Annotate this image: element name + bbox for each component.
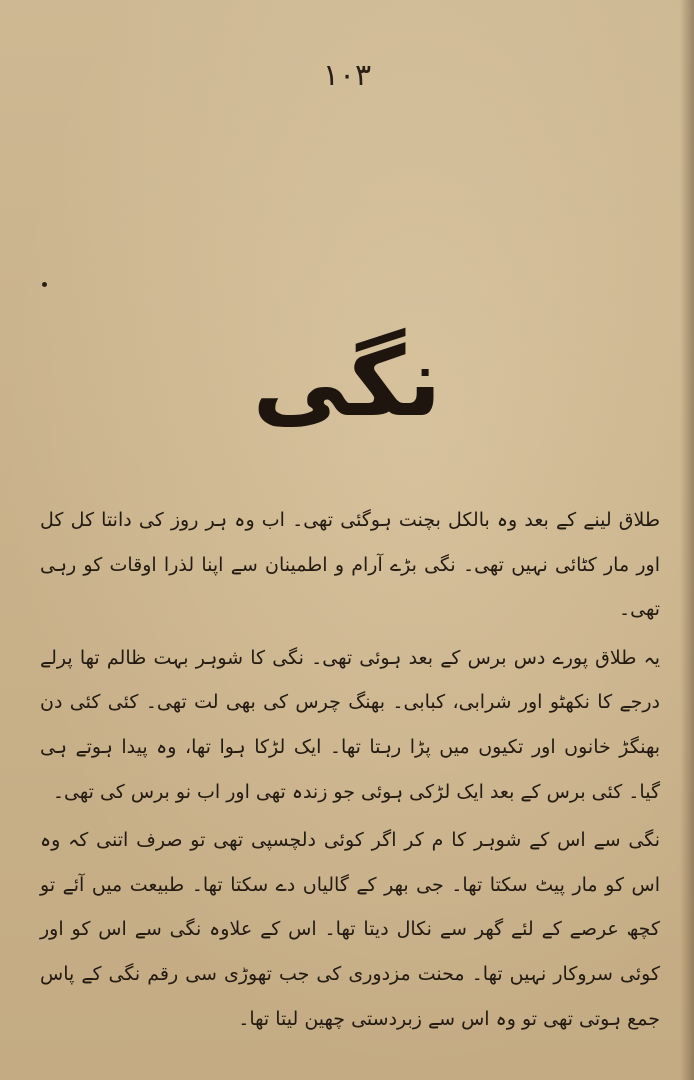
paragraph-3: نگی سے اس کے شوہر کا م کر اگر کوئی دلچسپی تھی تو صرف اتنی کہ وہ اس کو مار پیٹ سکتا تھا۔ جی بھر کے گالیاں دے سکتا تھا۔ طبیعت میں آئے تو کچھ عرصے کے لئے گھر سے نکال دیتا تھا۔ اس کے علاوہ نگی سے اس کو اور کوئی سروکار نہیں تھا۔ محنت مزدوری کی جب تھوڑی سی رقم نگی کے پاس جمع ہوتی تھی تو وہ اس سے زبردستی چھین لیتا تھا۔ <box>40 829 660 1030</box>
page-edge-shadow <box>680 0 694 1080</box>
page-number: ۱۰۳ <box>322 58 372 93</box>
ink-dot <box>42 282 47 287</box>
paragraph-2: یہ طلاق پورے دس برس کے بعد ہوئی تھی۔ نگی کا شوہر بہت ظالم تھا پرلے درجے کا نکھٹو اور شرابی، کبابی۔ بھنگ چرس کی بھی لت تھی۔ کئی کئی دن بھنگڑ خانوں اور تکیوں میں پڑا رہتا تھا۔ ایک لڑکا ہوا تھا، وہ پیدا ہوتے ہی گیا۔ کئی برس کے بعد ایک لڑکی ہوئی جو زندہ تھی اور اب نو برس کی تھی۔ <box>40 646 660 803</box>
story-body <box>40 498 660 1045</box>
story-title: نگی <box>252 326 442 438</box>
paragraph-1: طلاق لینے کے بعد وہ بالکل بچنت ہوگئی تھی۔ اب وہ ہر روز کی دانتا کل کل اور مار کٹائی نہیں تھی۔ نگی بڑے آرام و اطمینان سے اپنا لذرا اوقات کو رہی تھی۔ <box>40 509 660 621</box>
